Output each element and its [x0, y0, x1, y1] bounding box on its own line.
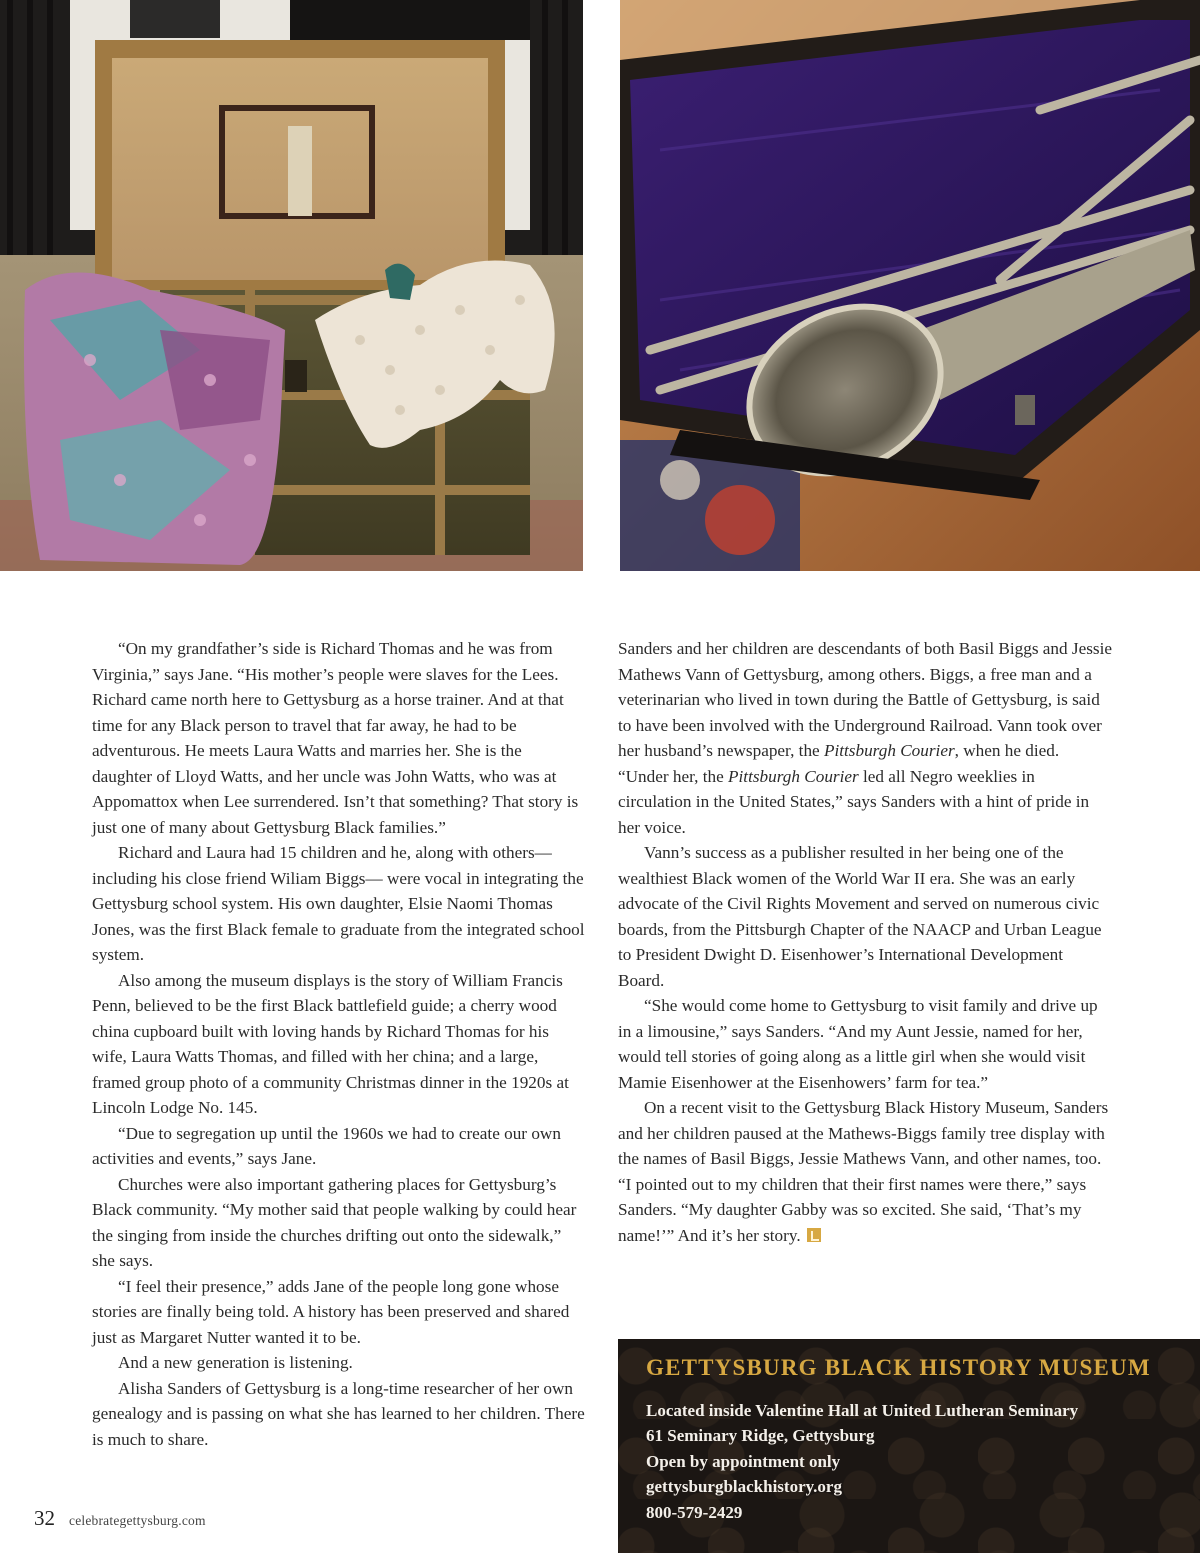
article-column-left — [92, 636, 586, 1452]
page-number: 32 — [34, 1506, 55, 1530]
paragraph-text: Also among the museum displays is the story of William Francis Penn, believed to be the first Black battlefield guide; a cherry wood china cupboard built with loving hands by Richard Thomas for his wife, Laura Watts Thomas, and filled with her china; and a large, framed group photo of a community Christmas dinner in the 1920s at Lincoln Lodge No. 145. — [92, 970, 569, 1117]
page-footer — [34, 1506, 206, 1531]
paragraph-text: “I feel their presence,” adds Jane of the people long gone whose stories are finally being told. A history has been preserved and shared just as Margaret Nutter wanted it to be. — [92, 1276, 570, 1347]
paragraph-text: “She would come home to Gettysburg to visit family and drive up in a limousine,” says Sanders. “And my Aunt Jessie, named for her, would tell stories of going along as a little girl when she would visit Mamie Eisenhower at the Eisenhowers’ farm for tea.” — [618, 996, 1098, 1092]
paragraph-text: Churches were also important gathering places for Gettysburg’s Black community. “My mother said that people walking by could hear the singing from inside the churches drifting out onto the sidewalk,” she says. — [92, 1174, 577, 1270]
paragraph-text: “On my grandfather’s side is Richard Thomas and he was from Virginia,” says Jane. “His mother’s people were slaves for the Lees. Richard came north here to Gettysburg as a horse trainer. And at that time for any Black person to travel that far away, he had to be adventurous. He meets Laura Watts and marries her. She is the daughter of Lloyd Watts, and her uncle was John Watts, who was at Appomattox when Lee surrendered. Isn’t that something? That story is just one of many about Gettysburg Black families.” — [92, 639, 579, 837]
paragraph-text: Alisha Sanders of Gettysburg is a long-time researcher of her own genealogy and is passing on what she has learned to her children. There is much to share. — [92, 1378, 585, 1449]
trunk-photo-illustration — [0, 0, 583, 571]
paragraph-text: Richard and Laura had 15 children and he, along with others—including his close friend Wiliam Biggs— were vocal in integrating the Gettysburg school system. His own daughter, Elsie Naomi Thomas Jones, was the first Black female to graduate from the integrated school system. — [92, 843, 585, 964]
museum-address: 61 Seminary Ridge, Gettysburg — [646, 1426, 875, 1445]
left-paragraph — [92, 1274, 586, 1351]
paragraph-text: “Due to segregation up until the 1960s we had to create our own activities and events,” says Jane. — [92, 1123, 561, 1168]
paragraph-text: On a recent visit to the Gettysburg Black History Museum, Sanders and her children paused at the Mathews-Biggs family tree display with the names of Basil Biggs, Jessie Mathews Vann, and other names, too. “I pointed out to my children that their first names were there,” says Sanders. “My daughter Gabby was so excited. She said, ‘That’s my name!’” And it’s her story. — [618, 1098, 1109, 1245]
museum-info-box — [618, 1339, 1200, 1553]
article-column-right — [618, 636, 1112, 1248]
paragraph-text: led all Negro weeklies in circulation in the United States,” says Sanders with a hint of pride in her voice. — [618, 766, 1090, 837]
left-paragraph — [92, 1350, 586, 1376]
right-paragraph — [618, 840, 1112, 993]
paragraph-text: And a new generation is listening. — [118, 1353, 353, 1372]
right-paragraph — [618, 993, 1112, 1095]
paragraph-text: , when he died. “Under her, the — [618, 741, 1060, 786]
left-paragraph — [92, 1376, 586, 1453]
article-end-mark-icon — [807, 1228, 821, 1242]
museum-location: Located inside Valentine Hall at United Lutheran Seminary — [646, 1401, 1079, 1420]
publication-title: Pittsburgh Courier — [823, 741, 955, 760]
trombone-photo-illustration — [620, 0, 1200, 571]
left-paragraph — [92, 636, 586, 840]
museum-hours: Open by appointment only — [646, 1452, 841, 1471]
publication-title: Pittsburgh Courier — [728, 766, 859, 786]
right-paragraph — [618, 636, 1112, 840]
museum-info-title: GETTYSBURG BLACK HISTORY MUSEUM — [646, 1355, 1151, 1380]
museum-website: gettysburgblackhistory.org — [646, 1477, 842, 1496]
footer-website: celebrategettysburg.com — [69, 1513, 206, 1528]
paragraph-text: Vann’s success as a publisher resulted in her being one of the wealthiest Black women of the World War II era. She was an early advocate of the Civil Rights Movement and served on numerous civic boards, from the Pittsburgh Chapter of the NAACP and Urban League to President Dwight D. Eisenhower’s International Development Board. — [618, 843, 1102, 990]
museum-phone: 800-579-2429 — [646, 1503, 743, 1522]
left-paragraph — [92, 1121, 586, 1172]
right-paragraph — [618, 1095, 1112, 1248]
photo-trombone-in-case — [620, 0, 1200, 571]
paragraph-text: Sanders and her children are descendants of both Basil Biggs and Jessie Mathews Vann of Gettysburg, among others. Biggs, a free man and a veterinarian who lived in town during the Battle of Gettysburg, is said to have been involved with the Underground Railroad. Vann took over her husband’s newspaper, the — [618, 639, 1113, 760]
left-paragraph — [92, 1172, 586, 1274]
left-paragraph — [92, 968, 586, 1121]
photo-trunk-with-blankets — [0, 0, 583, 571]
left-paragraph — [92, 840, 586, 968]
